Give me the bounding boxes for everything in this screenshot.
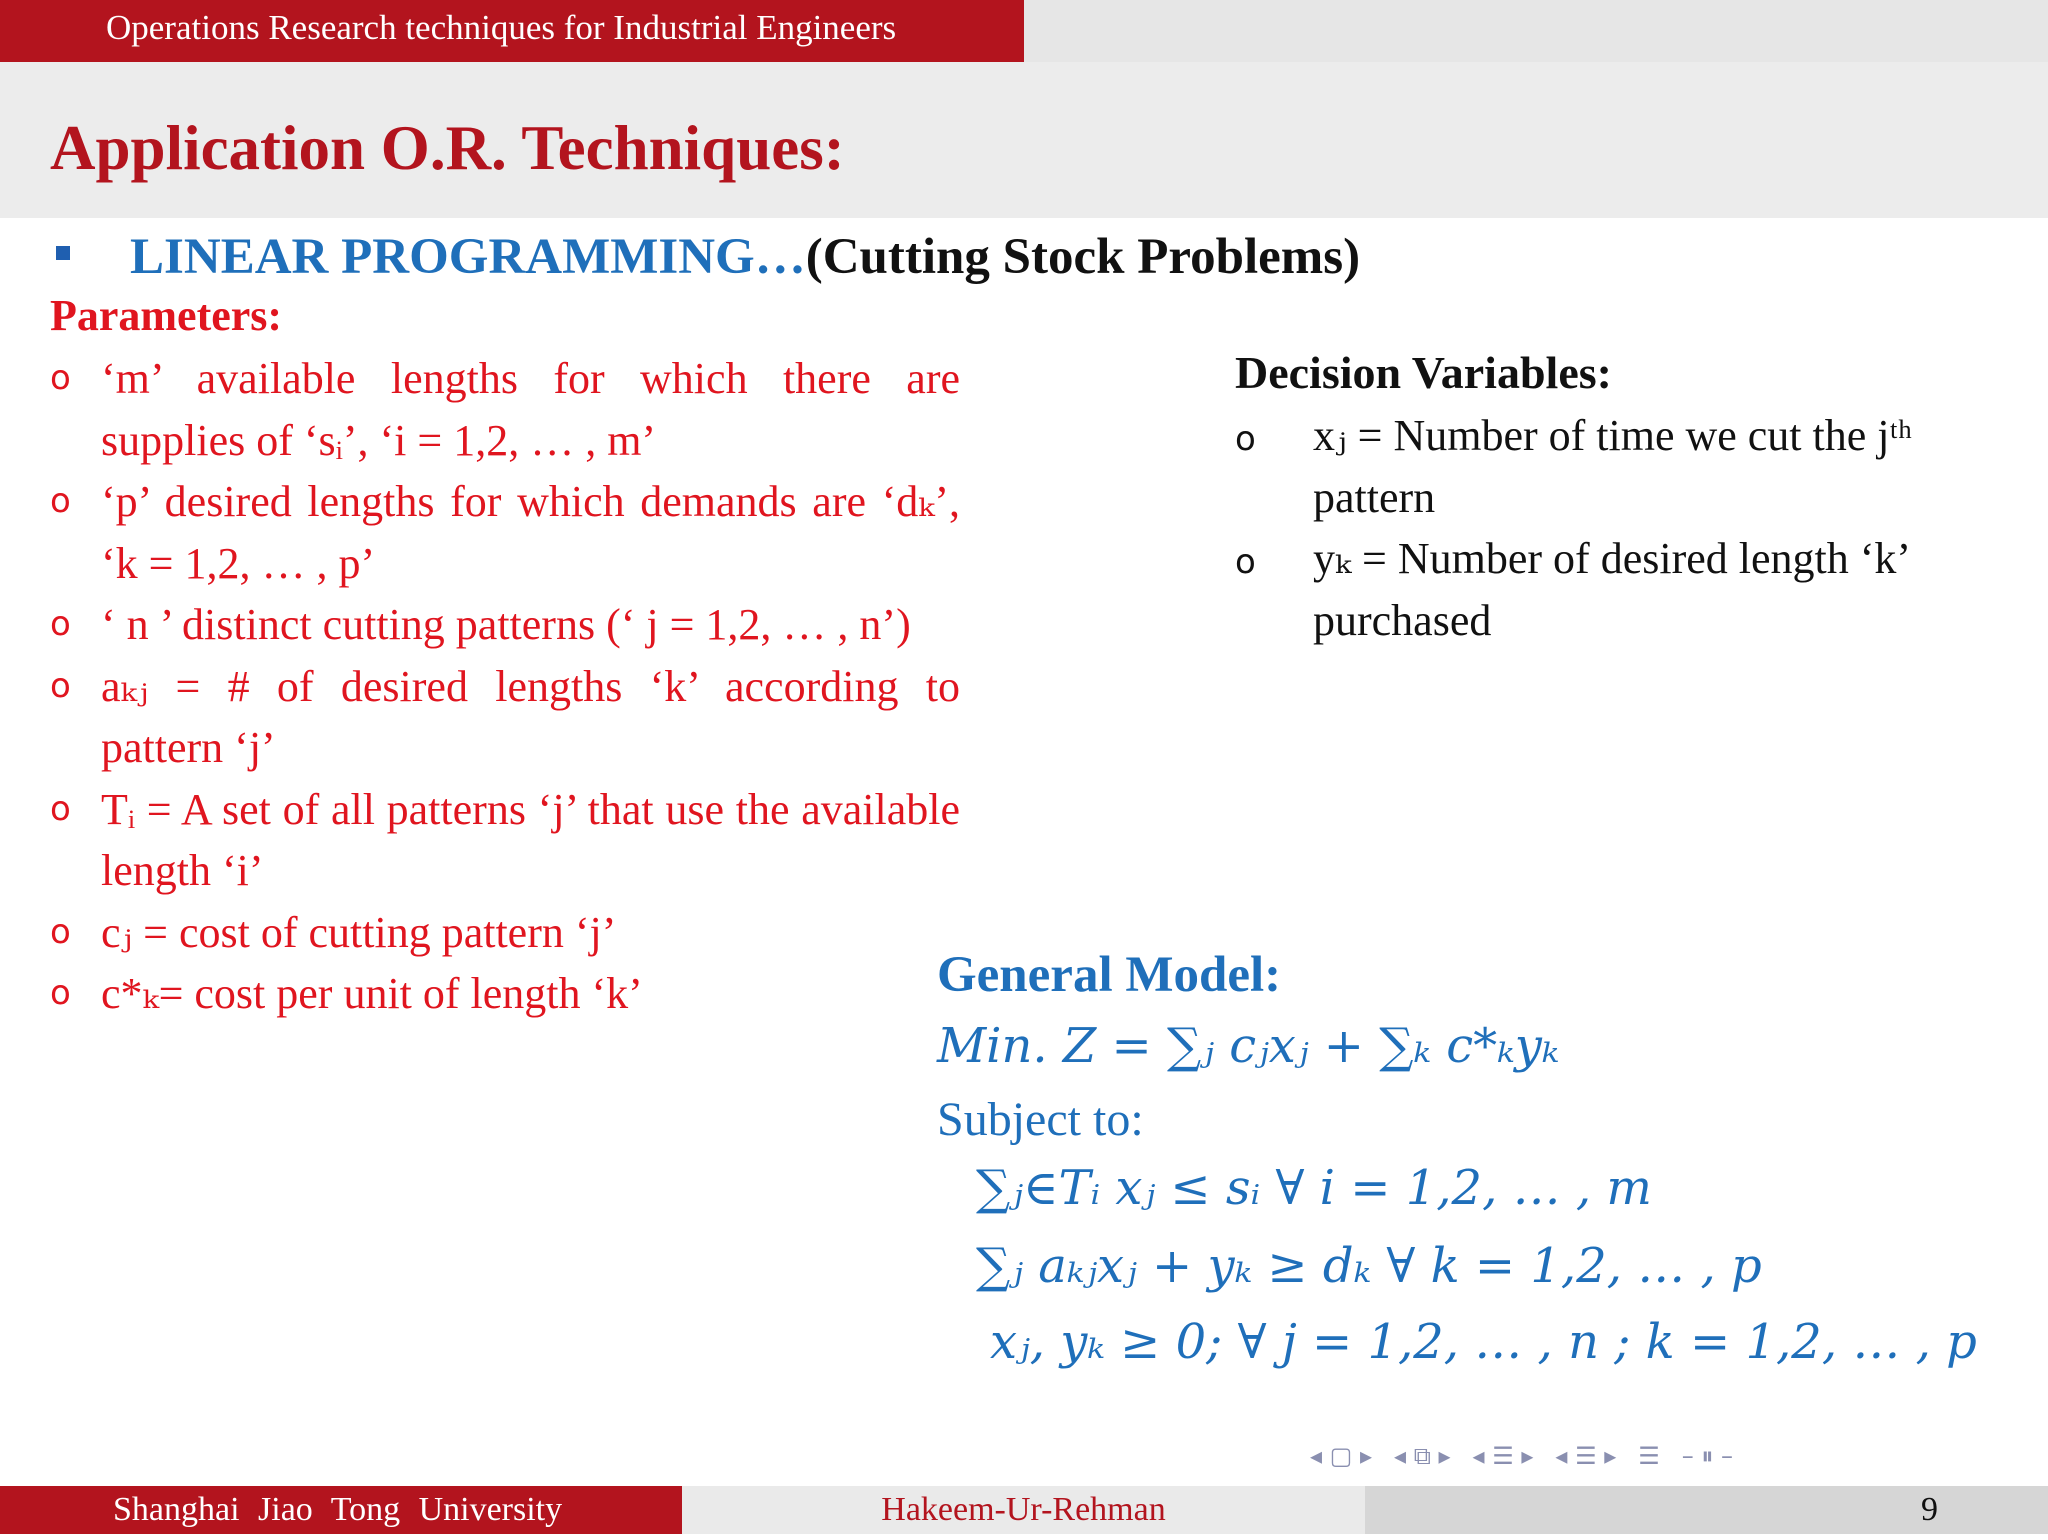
nav-search-icon[interactable]: – ⏸ – (1681, 1442, 1734, 1470)
parameter-text: ‘m’ available lengths for which there are supplies of ‘sᵢ’, ‘i = 1,2, … , m’ (101, 354, 960, 465)
list-item (50, 471, 960, 594)
parameter-text: ‘p’ desired lengths for which demands are ‘dₖ’, ‘k = 1,2, … , p’ (101, 477, 960, 588)
lp-heading-black: (Cutting Stock Problems) (805, 229, 1361, 285)
list-item (50, 902, 960, 964)
square-bullet-icon (56, 246, 70, 260)
footer-institution: Shanghai Jiao Tong University (0, 1486, 682, 1534)
circle-bullet-icon: o (1235, 542, 1256, 582)
circle-bullet-icon: o (50, 973, 71, 1013)
circle-bullet-icon: o (50, 604, 71, 644)
parameter-text: ‘ n ’ distinct cutting patterns (‘ j = 1,2, … , n’) (101, 600, 911, 649)
list-item (50, 656, 960, 779)
nav-frame-icon[interactable]: ◂ ⧉ ▸ (1394, 1442, 1451, 1470)
list-item (1235, 528, 1995, 651)
circle-bullet-icon: o (50, 358, 71, 398)
navigation-bar (1310, 1436, 2030, 1476)
lp-heading (130, 228, 1360, 286)
objective-function: Min. Z = ∑ⱼ cⱼxⱼ + ∑ₖ c*ₖyₖ (937, 1018, 1560, 1074)
nav-first-icon[interactable]: ◂ ▢ ▸ (1310, 1442, 1373, 1470)
nav-subsection-icon[interactable]: ◂ ☰ ▸ (1555, 1442, 1617, 1470)
parameter-text: cⱼ = cost of cutting pattern ‘j’ (101, 907, 617, 957)
parameters-list (50, 348, 960, 1025)
footer-author: Hakeem-Ur-Rehman (682, 1486, 1365, 1534)
circle-bullet-icon: o (1235, 419, 1256, 459)
list-item (50, 348, 960, 471)
page-number: 9 (1921, 1491, 1938, 1528)
parameter-text: c*ₖ= cost per unit of length ‘k’ (101, 969, 643, 1018)
constraint-nonnegativity: xⱼ, yₖ ≥ 0; ∀ j = 1,2, … , n ; k = 1,2, … , p (990, 1314, 1977, 1370)
nav-toc-icon[interactable]: ☰ (1638, 1442, 1660, 1470)
nav-section-icon[interactable]: ◂ ☰ ▸ (1472, 1442, 1534, 1470)
list-item (50, 963, 960, 1025)
general-model-heading: General Model: (937, 947, 1282, 1003)
slide-title: Application O.R. Techniques: (50, 113, 845, 183)
subject-to-label: Subject to: (937, 1093, 1144, 1146)
list-item (50, 594, 960, 656)
constraint-demand: ∑ⱼ aₖⱼxⱼ + yₖ ≥ dₖ ∀ k = 1,2, … , p (976, 1238, 1762, 1294)
parameters-heading: Parameters: (50, 291, 283, 340)
circle-bullet-icon: o (50, 665, 71, 706)
decision-variables-heading: Decision Variables: (1235, 347, 1612, 398)
circle-bullet-icon: o (50, 911, 71, 952)
parameter-text: Tᵢ = A set of all patterns ‘j’ that use the available length ‘i’ (101, 784, 960, 895)
list-item (50, 779, 960, 902)
parameter-text: aₖⱼ = # of desired lengths ‘k’ according to pattern ‘j’ (101, 661, 960, 772)
course-title: Operations Research techniques for Industrial Engineers (0, 0, 1024, 62)
circle-bullet-icon: o (50, 788, 71, 829)
lp-heading-blue: LINEAR PROGRAMMING… (130, 229, 806, 285)
decision-variable-text: yₖ = Number of desired length ‘k’ purchased (1313, 534, 1908, 645)
decision-variable-text: xⱼ = Number of time we cut the jᵗʰ pattern (1313, 411, 1913, 522)
decision-variables-list (1235, 405, 1995, 651)
list-item (1235, 405, 1995, 528)
constraint-supply: ∑ⱼ∈Tᵢ xⱼ ≤ sᵢ ∀ i = 1,2, … , m (976, 1160, 1652, 1216)
circle-bullet-icon: o (50, 481, 71, 521)
